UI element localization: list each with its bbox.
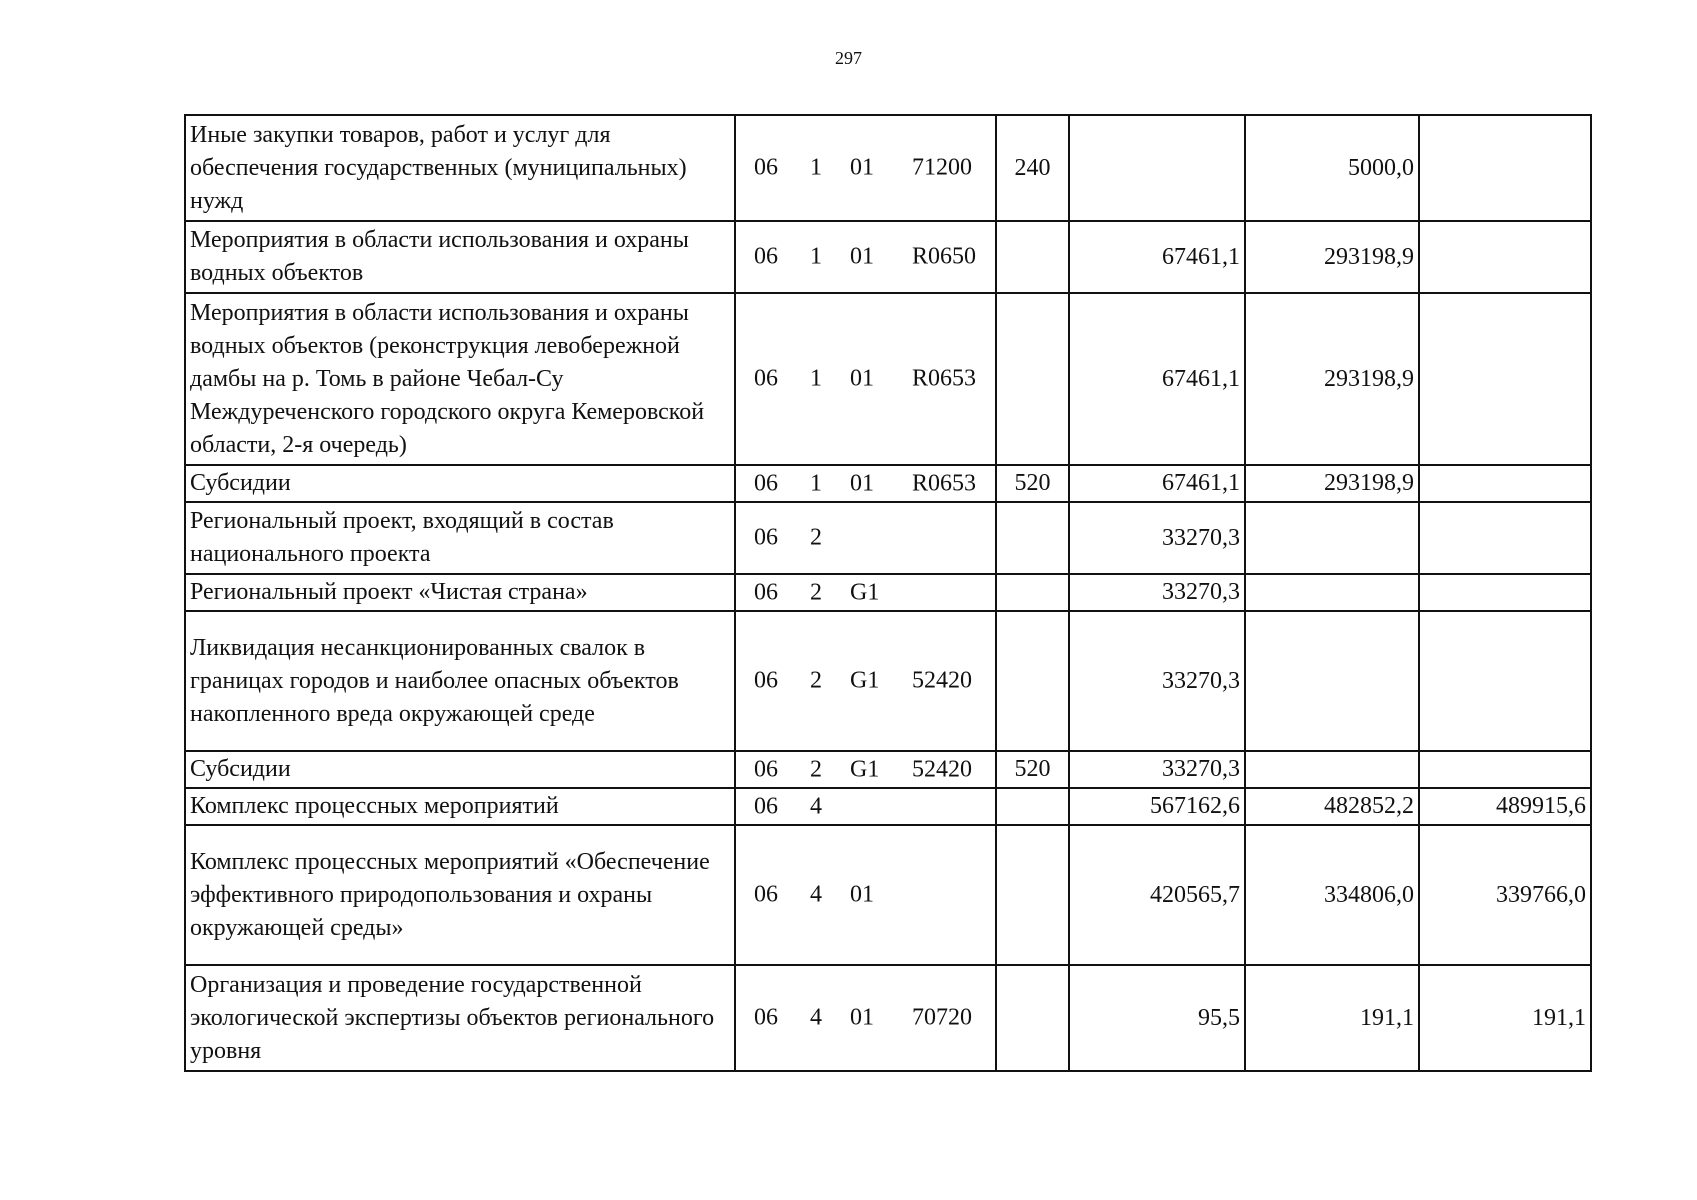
table-row — [185, 825, 1591, 965]
budget-table — [184, 114, 1592, 1072]
row-sum-3 — [1419, 574, 1591, 611]
row-sum-1: 33270,3 — [1069, 502, 1245, 574]
row-sum-2: 293198,9 — [1245, 293, 1419, 465]
row-name: Иные закупки товаров, работ и услуг для обеспечения государственных (муниципальных) нужд — [185, 115, 735, 221]
row-sum-2: 293198,9 — [1245, 465, 1419, 502]
row-vr — [996, 611, 1069, 751]
row-sum-2: 191,1 — [1245, 965, 1419, 1071]
row-name: Комплекс процессных мероприятий — [185, 788, 735, 825]
code-section: 06 — [754, 243, 778, 270]
code-program: 1 — [810, 365, 822, 392]
row-name: Мероприятия в области использования и охраны водных объектов — [185, 221, 735, 293]
row-sum-1: 33270,3 — [1069, 611, 1245, 751]
code-direction: R0653 — [912, 365, 977, 392]
code-section: 06 — [754, 524, 778, 551]
code-subprogram: G1 — [850, 667, 880, 694]
code-subprogram: 01 — [850, 243, 874, 270]
row-code — [735, 965, 996, 1071]
row-vr: 520 — [996, 751, 1069, 788]
table-row — [185, 293, 1591, 465]
row-sum-3 — [1419, 751, 1591, 788]
row-code — [735, 115, 996, 221]
code-subprogram: G1 — [850, 756, 880, 782]
row-code — [735, 611, 996, 751]
row-code — [735, 293, 996, 465]
code-direction: 52420 — [912, 667, 972, 694]
row-name: Мероприятия в области использования и охраны водных объектов (реконструкция левобережной дамбы на р. Томь в районе Чебал-Су Междуреченского городского округа Кемеровской области, 2-я очередь) — [185, 293, 735, 465]
code-section: 06 — [754, 756, 778, 782]
row-name: Субсидии — [185, 465, 735, 502]
code-program: 2 — [810, 667, 822, 694]
row-code — [735, 502, 996, 574]
code-program: 1 — [810, 470, 822, 496]
row-sum-2 — [1245, 751, 1419, 788]
table-row — [185, 788, 1591, 825]
code-direction: 70720 — [912, 1004, 972, 1031]
row-vr — [996, 965, 1069, 1071]
code-section: 06 — [754, 579, 778, 605]
row-sum-1: 33270,3 — [1069, 574, 1245, 611]
row-sum-2 — [1245, 502, 1419, 574]
code-program: 2 — [810, 756, 822, 782]
code-direction: R0653 — [912, 470, 977, 496]
code-subprogram: G1 — [850, 579, 880, 605]
table-row — [185, 611, 1591, 751]
row-sum-3: 191,1 — [1419, 965, 1591, 1071]
row-vr: 240 — [996, 115, 1069, 221]
table-row — [185, 965, 1591, 1071]
code-section: 06 — [754, 1004, 778, 1031]
row-code — [735, 574, 996, 611]
row-name: Организация и проведение государственной экологической экспертизы объектов регионального уровня — [185, 965, 735, 1071]
row-sum-1: 95,5 — [1069, 965, 1245, 1071]
row-sum-2: 5000,0 — [1245, 115, 1419, 221]
code-section: 06 — [754, 470, 778, 496]
row-sum-2: 334806,0 — [1245, 825, 1419, 965]
row-name: Региональный проект, входящий в состав национального проекта — [185, 502, 735, 574]
table-row — [185, 751, 1591, 788]
code-subprogram: 01 — [850, 881, 874, 908]
row-sum-1: 67461,1 — [1069, 465, 1245, 502]
row-sum-1: 33270,3 — [1069, 751, 1245, 788]
row-name: Субсидии — [185, 751, 735, 788]
code-section: 06 — [754, 365, 778, 392]
code-program: 2 — [810, 579, 822, 605]
code-subprogram: 01 — [850, 1004, 874, 1031]
code-direction: R0650 — [912, 243, 977, 270]
row-code — [735, 465, 996, 502]
row-vr — [996, 293, 1069, 465]
code-section: 06 — [754, 881, 778, 908]
row-name: Комплекс процессных мероприятий «Обеспечение эффективного природопользования и охраны окружающей среды» — [185, 825, 735, 965]
row-code — [735, 751, 996, 788]
row-sum-3 — [1419, 611, 1591, 751]
code-direction: 71200 — [912, 154, 972, 181]
row-sum-3 — [1419, 115, 1591, 221]
table-row — [185, 465, 1591, 502]
row-vr — [996, 574, 1069, 611]
row-sum-1 — [1069, 115, 1245, 221]
row-sum-2 — [1245, 574, 1419, 611]
page-number: 297 — [835, 48, 862, 68]
row-sum-2: 293198,9 — [1245, 221, 1419, 293]
table-row — [185, 574, 1591, 611]
code-program: 1 — [810, 154, 822, 181]
code-direction: 52420 — [912, 756, 972, 782]
row-name: Региональный проект «Чистая страна» — [185, 574, 735, 611]
table-row — [185, 115, 1591, 221]
row-vr — [996, 788, 1069, 825]
row-vr — [996, 221, 1069, 293]
code-section: 06 — [754, 667, 778, 694]
code-program: 4 — [810, 881, 822, 908]
row-sum-3 — [1419, 293, 1591, 465]
code-program: 4 — [810, 1004, 822, 1031]
row-sum-1: 567162,6 — [1069, 788, 1245, 825]
code-section: 06 — [754, 154, 778, 181]
row-sum-3 — [1419, 221, 1591, 293]
row-sum-1: 67461,1 — [1069, 221, 1245, 293]
table-row — [185, 221, 1591, 293]
row-vr — [996, 502, 1069, 574]
code-subprogram: 01 — [850, 365, 874, 392]
row-name: Ликвидация несанкционированных свалок в границах городов и наиболее опасных объектов накопленного вреда окружающей среде — [185, 611, 735, 751]
row-sum-3: 489915,6 — [1419, 788, 1591, 825]
row-vr — [996, 825, 1069, 965]
row-vr: 520 — [996, 465, 1069, 502]
row-sum-3 — [1419, 502, 1591, 574]
row-code — [735, 221, 996, 293]
row-sum-1: 420565,7 — [1069, 825, 1245, 965]
row-code — [735, 825, 996, 965]
code-subprogram: 01 — [850, 154, 874, 181]
code-section: 06 — [754, 793, 778, 819]
row-sum-1: 67461,1 — [1069, 293, 1245, 465]
row-code — [735, 788, 996, 825]
table-row — [185, 502, 1591, 574]
row-sum-3: 339766,0 — [1419, 825, 1591, 965]
row-sum-2: 482852,2 — [1245, 788, 1419, 825]
row-sum-2 — [1245, 611, 1419, 751]
code-program: 2 — [810, 524, 822, 551]
code-program: 4 — [810, 793, 822, 819]
code-subprogram: 01 — [850, 470, 874, 496]
code-program: 1 — [810, 243, 822, 270]
row-sum-3 — [1419, 465, 1591, 502]
